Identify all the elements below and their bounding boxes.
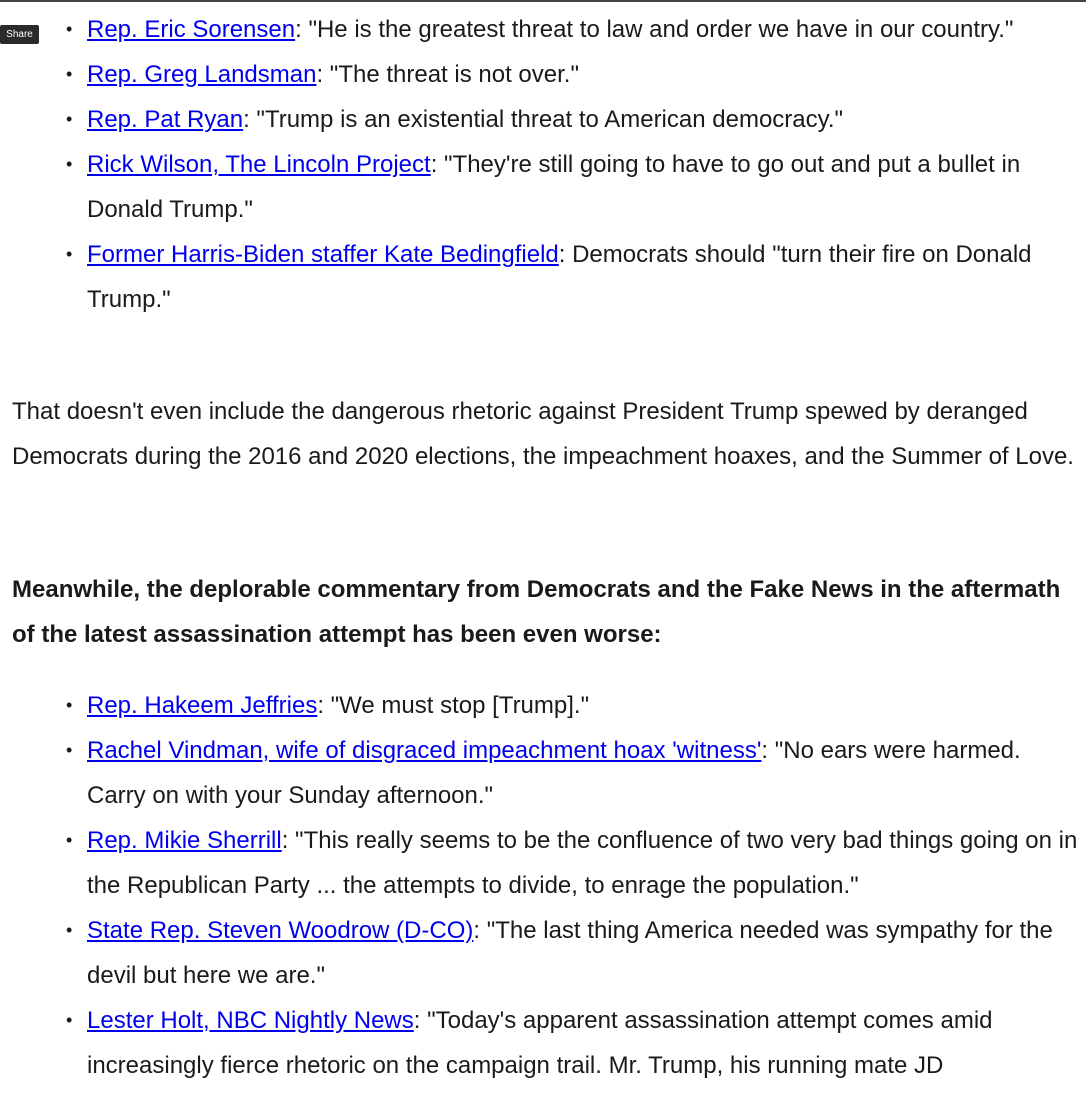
list-item [0, 998, 1086, 1088]
quote-text: : "This really seems to be the confluence of two very bad things going on in the Republican Party ... the attempts to divide, to enrage the population." [87, 827, 1078, 899]
quote-link[interactable]: Rep. Hakeem Jeffries [87, 692, 318, 719]
bullet-icon: • [66, 64, 73, 84]
quote-link[interactable]: Rep. Greg Landsman [87, 61, 317, 88]
bullet-icon: • [66, 740, 73, 760]
list-item [0, 728, 1086, 818]
list-item [0, 683, 1086, 728]
quote-link[interactable]: Rick Wilson, The Lincoln Project [87, 151, 431, 178]
bullet-icon: • [66, 1010, 73, 1030]
list-item [0, 142, 1086, 232]
list-item [0, 232, 1086, 322]
quote-link[interactable]: Rep. Eric Sorensen [87, 16, 296, 43]
bullet-icon: • [66, 244, 73, 264]
quote-text: : "The last thing America needed was sympathy for the devil but here we are." [87, 917, 1053, 989]
quote-text: : Democrats should "turn their fire on Donald Trump." [87, 241, 1032, 313]
quote-list-1 [0, 7, 1086, 322]
bullet-icon: • [66, 695, 73, 715]
quote-link[interactable]: State Rep. Steven Woodrow (D-CO) [87, 917, 474, 944]
quote-list-2 [0, 683, 1086, 1088]
bullet-icon: • [66, 109, 73, 129]
quote-text: : "Trump is an existential threat to American democracy." [243, 106, 844, 133]
bullet-icon: • [66, 19, 73, 39]
quote-text: : "We must stop [Trump]." [317, 692, 590, 719]
list-item [0, 908, 1086, 998]
share-button[interactable]: Share [0, 25, 39, 44]
quote-text: : "No ears were harmed. Carry on with your Sunday afternoon." [87, 737, 1021, 809]
paragraph-rhetoric: That doesn't even include the dangerous rhetoric against President Trump spewed by deranged Democrats during the 2016 and 2020 elections, the impeachment hoaxes, and the Summer of Love. [12, 398, 1074, 470]
quote-text: : "He is the greatest threat to law and order we have in our country." [295, 16, 1014, 43]
bullet-icon: • [66, 920, 73, 940]
quote-link[interactable]: Rep. Mikie Sherrill [87, 827, 282, 854]
quote-link[interactable]: Rep. Pat Ryan [87, 106, 244, 133]
paragraph-commentary-heading: Meanwhile, the deplorable commentary from Democrats and the Fake News in the aftermath of the latest assassination attempt has been even worse: [12, 576, 1061, 648]
list-item [0, 97, 1086, 142]
quote-link[interactable]: Former Harris-Biden staffer Kate Bedingfield [87, 241, 559, 268]
list-item [0, 818, 1086, 908]
quote-text: : "The threat is not over." [316, 61, 579, 88]
bullet-icon: • [66, 154, 73, 174]
top-divider [0, 0, 1086, 2]
quote-link[interactable]: Lester Holt, NBC Nightly News [87, 1007, 414, 1034]
quote-text: : "Today's apparent assassination attempt comes amid increasingly fierce rhetoric on the campaign trail. Mr. Trump, his running mate JD [87, 1007, 993, 1079]
list-item [0, 7, 1086, 52]
bullet-icon: • [66, 830, 73, 850]
list-item [0, 52, 1086, 97]
quote-link[interactable]: Rachel Vindman, wife of disgraced impeachment hoax 'witness' [87, 737, 762, 764]
quote-text: : "They're still going to have to go out and put a bullet in Donald Trump." [87, 151, 1021, 223]
